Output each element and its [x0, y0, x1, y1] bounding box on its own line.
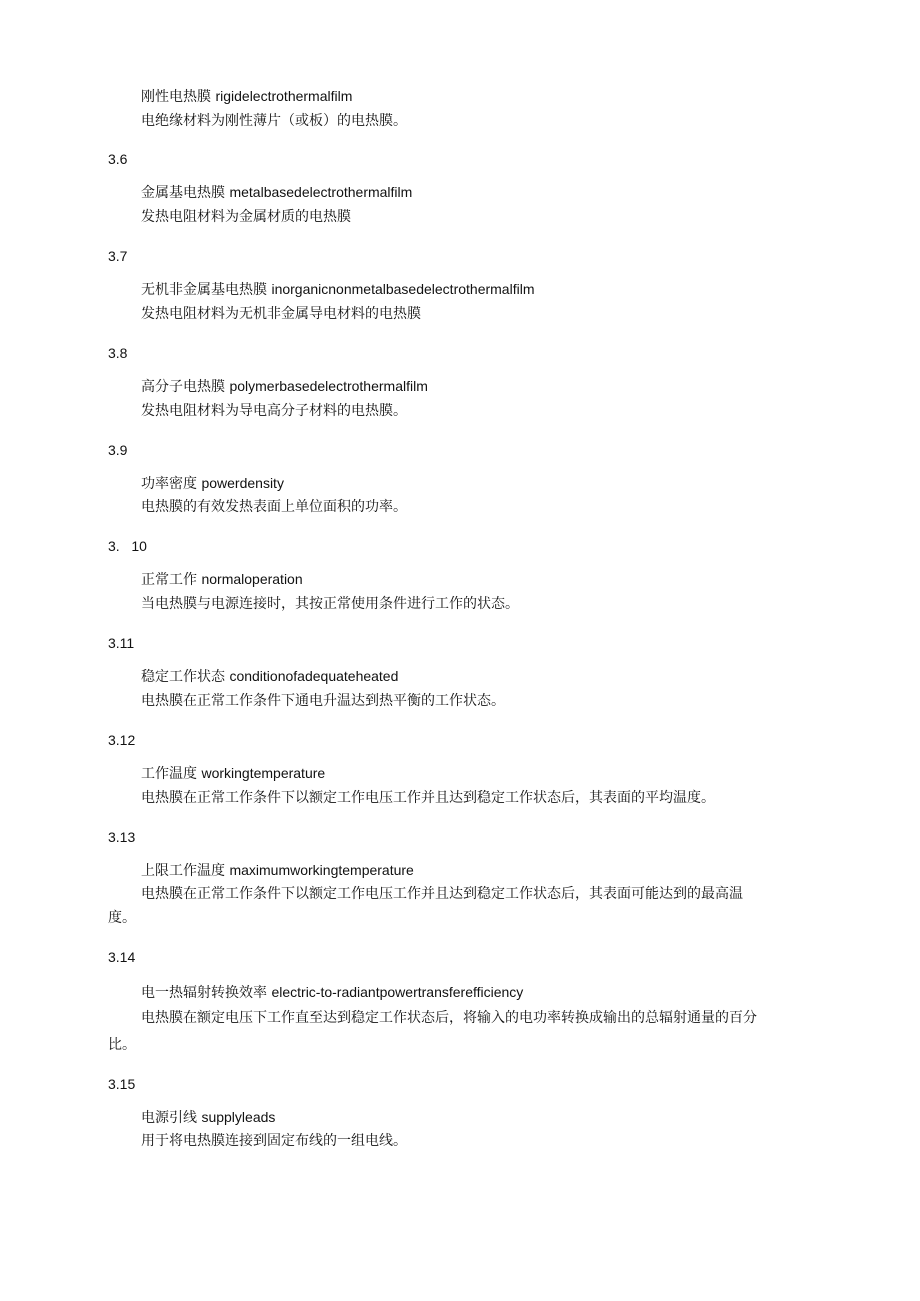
- term-english: inorganicnonmetalbasedelectrothermalfilm: [271, 281, 535, 297]
- term-chinese: 高分子电热膜: [141, 379, 225, 395]
- term-chinese: 稳定工作状态: [141, 669, 225, 685]
- term-heading: [141, 667, 398, 686]
- term-chinese: 电源引线: [141, 1110, 197, 1126]
- term-definition: 发热电阻材料为导电高分子材料的电热膜。: [141, 403, 407, 419]
- term-heading: [141, 377, 428, 396]
- term-chinese: 电一热辐射转换效率: [141, 985, 267, 1001]
- section-number: 3.9: [108, 442, 128, 458]
- term-english: normaloperation: [201, 571, 303, 587]
- section-number: 3. 10: [108, 538, 147, 554]
- term-definition-continuation: 比。: [108, 1037, 136, 1053]
- term-chinese: 正常工作: [141, 572, 197, 588]
- section-number: 3.6: [108, 151, 128, 167]
- term-definition: 电热膜在额定电压下工作直至达到稳定工作状态后，将输入的电功率转换成输出的总辐射通量的百分: [141, 1010, 757, 1026]
- term-chinese: 工作温度: [141, 766, 197, 782]
- term-english: supplyleads: [201, 1109, 276, 1125]
- term-english: powerdensity: [201, 475, 284, 491]
- section-number: 3.8: [108, 345, 128, 361]
- term-definition: 用于将电热膜连接到固定布线的一组电线。: [141, 1133, 407, 1149]
- term-english: workingtemperature: [201, 765, 326, 781]
- term-english: metalbasedelectrothermalfilm: [229, 184, 413, 200]
- term-heading: [141, 764, 325, 783]
- term-heading: [141, 474, 284, 493]
- term-definition: 电热膜在正常工作条件下通电升温达到热平衡的工作状态。: [141, 693, 505, 709]
- section-number: 3.13: [108, 829, 136, 845]
- term-heading: [141, 87, 352, 106]
- term-definition: 电热膜的有效发热表面上单位面积的功率。: [141, 499, 407, 515]
- term-chinese: 金属基电热膜: [141, 185, 225, 201]
- section-number: 3.14: [108, 949, 136, 965]
- term-english: polymerbasedelectrothermalfilm: [229, 378, 428, 394]
- term-heading: [141, 983, 523, 1002]
- term-heading: [141, 570, 303, 589]
- term-english: conditionofadequateheated: [229, 668, 399, 684]
- section-number: 3.15: [108, 1076, 136, 1092]
- term-definition: 当电热膜与电源连接时，其按正常使用条件进行工作的状态。: [141, 596, 519, 612]
- section-number: 3.11: [108, 635, 135, 651]
- term-definition: 电绝缘材料为刚性薄片（或板）的电热膜。: [141, 113, 407, 129]
- term-heading: [141, 861, 414, 880]
- term-definition: 发热电阻材料为无机非金属导电材料的电热膜: [141, 306, 421, 322]
- term-english: maximumworkingtemperature: [229, 862, 414, 878]
- term-definition-continuation: 度。: [108, 910, 136, 926]
- term-heading: [141, 1108, 275, 1127]
- term-definition: 发热电阻材料为金属材质的电热膜: [141, 209, 351, 225]
- term-definition: 电热膜在正常工作条件下以额定工作电压工作并且达到稳定工作状态后，其表面的平均温度。: [141, 790, 715, 806]
- term-chinese: 上限工作温度: [141, 863, 225, 879]
- section-number: 3.12: [108, 732, 136, 748]
- term-heading: [141, 183, 412, 202]
- term-heading: [141, 280, 534, 299]
- term-definition: 电热膜在正常工作条件下以额定工作电压工作并且达到稳定工作状态后，其表面可能达到的最高温: [141, 886, 743, 902]
- term-chinese: 刚性电热膜: [141, 89, 211, 105]
- term-english: electric-to-radiantpowertransferefficiency: [271, 984, 524, 1000]
- term-english: rigidelectrothermalfilm: [215, 88, 353, 104]
- section-number: 3.7: [108, 248, 128, 264]
- term-chinese: 无机非金属基电热膜: [141, 282, 267, 298]
- term-chinese: 功率密度: [141, 476, 197, 492]
